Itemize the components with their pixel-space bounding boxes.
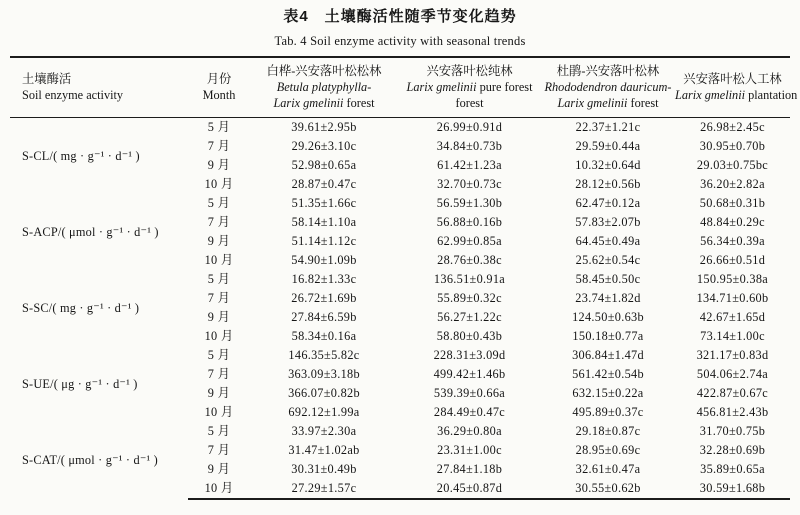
value-cell-rhododendron-larix-forest: 150.18±0.77a [572,329,644,343]
header-line: Soil enzyme activity [22,88,124,102]
value-cell-larix-plantation: 31.70±0.75b [699,424,766,438]
value-cell-rhododendron-larix-forest: 306.84±1.47d [572,348,644,362]
value-cell-rhododendron-larix-forest: 30.55±0.62b [541,479,675,499]
enzyme-label: S-UE/( μg · g⁻¹ · d⁻¹ ) [22,376,138,391]
value-cell-betula-larix-forest: 366.07±0.82b [288,386,360,400]
value-cell-larix-pure-forest: 34.84±0.73b [436,139,503,153]
header-line: Larix gmelinii plantation [675,88,798,102]
value-cell-betula-larix-forest: 28.87±0.47c [291,177,357,191]
value-cell-larix-pure-forest: 61.42±1.23a [437,158,502,172]
enzyme-label: S-SC/( mg · g⁻¹ · d⁻¹ ) [22,300,140,315]
month-cell: 10 月 [204,253,234,267]
month-cell: 9 月 [207,386,231,400]
value-cell-larix-pure-forest: 56.27±1.22c [437,310,502,324]
month-cell: 5 月 [207,424,231,438]
table-header [10,57,798,118]
header-row [10,57,790,118]
value-cell-betula-larix-forest: 26.72±1.69b [291,291,357,305]
table-title-en: Tab. 4 Soil enzyme activity with seasonal trends [274,34,526,48]
value-cell-larix-pure-forest: 56.59±1.30b [436,196,503,210]
header-line: 兴安落叶松纯林 [426,64,513,78]
month-cell: 5 月 [207,272,231,286]
value-cell-larix-pure-forest: 26.99±0.91d [436,120,503,134]
value-cell-larix-plantation: 29.03±0.75bc [696,158,769,172]
value-cell-rhododendron-larix-forest: 62.47±0.12a [575,196,641,210]
header-line: 白桦-兴安落叶松松林 [266,64,382,78]
value-cell-larix-plantation: 30.95±0.70b [699,139,766,153]
table-row [10,422,790,441]
value-cell-rhododendron-larix-forest: 28.12±0.56b [575,177,641,191]
table-row [10,118,790,138]
header-line: 兴安落叶松人工林 [683,72,782,86]
value-cell-larix-pure-forest: 539.39±0.66a [433,386,506,400]
value-cell-betula-larix-forest: 16.82±1.33c [291,272,357,286]
month-cell: 7 月 [207,367,231,381]
value-cell-rhododendron-larix-forest: 632.15±0.22a [572,386,644,400]
enzyme-label: S-CL/( mg · g⁻¹ · d⁻¹ ) [22,148,140,163]
value-cell-larix-plantation: 456.81±2.43b [696,405,769,419]
month-cell: 5 月 [207,120,231,134]
value-cell-larix-pure-forest: 62.99±0.85a [437,234,502,248]
value-cell-larix-pure-forest: 55.89±0.32c [437,291,502,305]
value-cell-larix-plantation: 26.98±2.45c [700,120,765,134]
header-line: 杜鹃-兴安落叶松林 [556,64,660,78]
value-cell-rhododendron-larix-forest: 28.95±0.69c [575,443,641,457]
month-cell: 9 月 [207,310,231,324]
value-cell-betula-larix-forest: 27.29±1.57c [250,479,398,499]
enzyme-label: S-ACP/( μmol · g⁻¹ · d⁻¹ ) [22,224,159,239]
month-cell: 9 月 [207,462,231,476]
month-cell: 7 月 [207,443,231,457]
table-row [10,194,790,213]
value-cell-betula-larix-forest: 363.09±3.18b [288,367,360,381]
value-cell-larix-plantation: 35.89±0.65a [700,462,765,476]
month-cell: 9 月 [207,158,231,172]
value-cell-larix-plantation: 36.20±2.82a [700,177,765,191]
header-line: forest [455,96,484,110]
value-cell-betula-larix-forest: 30.31±0.49b [291,462,357,476]
table-row [10,346,790,365]
col-header-larix-pure-forest [398,57,541,118]
value-cell-betula-larix-forest: 33.97±2.30a [291,424,357,438]
month-cell: 7 月 [207,139,231,153]
table-row [10,270,790,289]
value-cell-rhododendron-larix-forest: 495.89±0.37c [572,405,644,419]
header-line: Betula platyphylla- [276,80,372,94]
value-cell-larix-plantation: 56.34±0.39a [700,234,765,248]
table-title-zh: 表4 土壤酶活性随季节变化趋势 [283,8,517,25]
value-cell-larix-pure-forest: 228.31±3.09d [433,348,506,362]
month-cell: 5 月 [207,196,231,210]
header-line: Month [202,88,236,102]
header-line: Larix gmelinii forest [273,96,375,110]
col-header-betula-larix-forest [250,57,398,118]
value-cell-larix-pure-forest: 56.88±0.16b [436,215,503,229]
value-cell-betula-larix-forest: 51.35±1.66c [291,196,357,210]
value-cell-betula-larix-forest: 31.47±1.02ab [288,443,360,457]
header-line: Rhododendron dauricum- [544,80,672,94]
value-cell-betula-larix-forest: 54.90±1.09b [291,253,357,267]
value-cell-rhododendron-larix-forest: 29.18±0.87c [575,424,641,438]
value-cell-larix-plantation: 30.59±1.68b [675,479,790,499]
value-cell-larix-plantation: 321.17±0.83d [696,348,769,362]
value-cell-rhododendron-larix-forest: 29.59±0.44a [575,139,641,153]
value-cell-rhododendron-larix-forest: 124.50±0.63b [572,310,644,324]
value-cell-larix-pure-forest: 20.45±0.87d [398,479,541,499]
value-cell-larix-plantation: 50.68±0.31b [699,196,766,210]
value-cell-larix-pure-forest: 27.84±1.18b [436,462,503,476]
value-cell-rhododendron-larix-forest: 23.74±1.82d [575,291,641,305]
value-cell-betula-larix-forest: 27.84±6.59b [291,310,357,324]
value-cell-rhododendron-larix-forest: 58.45±0.50c [575,272,641,286]
month-cell: 10 月 [204,405,234,419]
enzyme-activity-table [10,56,798,500]
enzyme-label: S-CAT/( μmol · g⁻¹ · d⁻¹ ) [22,453,158,467]
value-cell-larix-pure-forest: 36.29±0.80a [437,424,502,438]
header-line: 月份 [206,72,232,86]
value-cell-rhododendron-larix-forest: 64.45±0.49a [575,234,641,248]
value-cell-larix-pure-forest: 28.76±0.38c [437,253,502,267]
month-cell: 7 月 [207,291,231,305]
month-cell: 7 月 [207,215,231,229]
value-cell-betula-larix-forest: 58.34±0.16a [291,329,357,343]
table-body [10,118,790,500]
value-cell-larix-plantation: 48.84±0.29c [700,215,765,229]
value-cell-betula-larix-forest: 692.12±1.99a [288,405,360,419]
value-cell-larix-plantation: 32.28±0.69b [699,443,766,457]
month-cell: 5 月 [207,348,231,362]
value-cell-rhododendron-larix-forest: 10.32±0.64d [575,158,641,172]
value-cell-larix-pure-forest: 499.42±1.46b [433,367,506,381]
value-cell-larix-plantation: 504.06±2.74a [696,367,769,381]
value-cell-rhododendron-larix-forest: 22.37±1.21c [575,120,641,134]
value-cell-rhododendron-larix-forest: 32.61±0.47a [575,462,641,476]
month-cell: 10 月 [204,177,234,191]
value-cell-larix-plantation: 150.95±0.38a [696,272,769,286]
value-cell-larix-plantation: 134.71±0.60b [696,291,769,305]
month-cell: 10 月 [204,329,234,343]
header-line: Larix gmelinii forest [557,96,659,110]
value-cell-betula-larix-forest: 51.14±1.12c [291,234,357,248]
header-line: 土壤酶活 [22,72,72,86]
value-cell-betula-larix-forest: 52.98±0.65a [291,158,357,172]
value-cell-rhododendron-larix-forest: 25.62±0.54c [575,253,641,267]
month-cell: 9 月 [207,234,231,248]
value-cell-betula-larix-forest: 146.35±5.82c [288,348,360,362]
value-cell-betula-larix-forest: 39.61±2.95b [291,120,357,134]
col-header-enzyme [10,57,188,118]
value-cell-larix-plantation: 26.66±0.51d [699,253,766,267]
value-cell-betula-larix-forest: 29.26±3.10c [291,139,357,153]
value-cell-larix-pure-forest: 284.49±0.47c [433,405,506,419]
value-cell-larix-plantation: 73.14±1.00c [700,329,765,343]
value-cell-larix-pure-forest: 23.31±1.00c [437,443,502,457]
value-cell-larix-pure-forest: 136.51±0.91a [433,272,506,286]
col-header-larix-plantation [675,57,798,118]
col-header-month [188,57,250,118]
month-cell: 10 月 [188,479,250,499]
header-line: Larix gmelinii pure forest [406,80,533,94]
value-cell-larix-pure-forest: 58.80±0.43b [436,329,503,343]
value-cell-rhododendron-larix-forest: 561.42±0.54b [572,367,644,381]
value-cell-larix-plantation: 422.87±0.67c [696,386,769,400]
col-header-rhododendron-larix-forest [541,57,675,118]
value-cell-rhododendron-larix-forest: 57.83±2.07b [575,215,641,229]
value-cell-larix-pure-forest: 32.70±0.73c [437,177,502,191]
value-cell-larix-plantation: 42.67±1.65d [699,310,766,324]
value-cell-betula-larix-forest: 58.14±1.10a [291,215,357,229]
